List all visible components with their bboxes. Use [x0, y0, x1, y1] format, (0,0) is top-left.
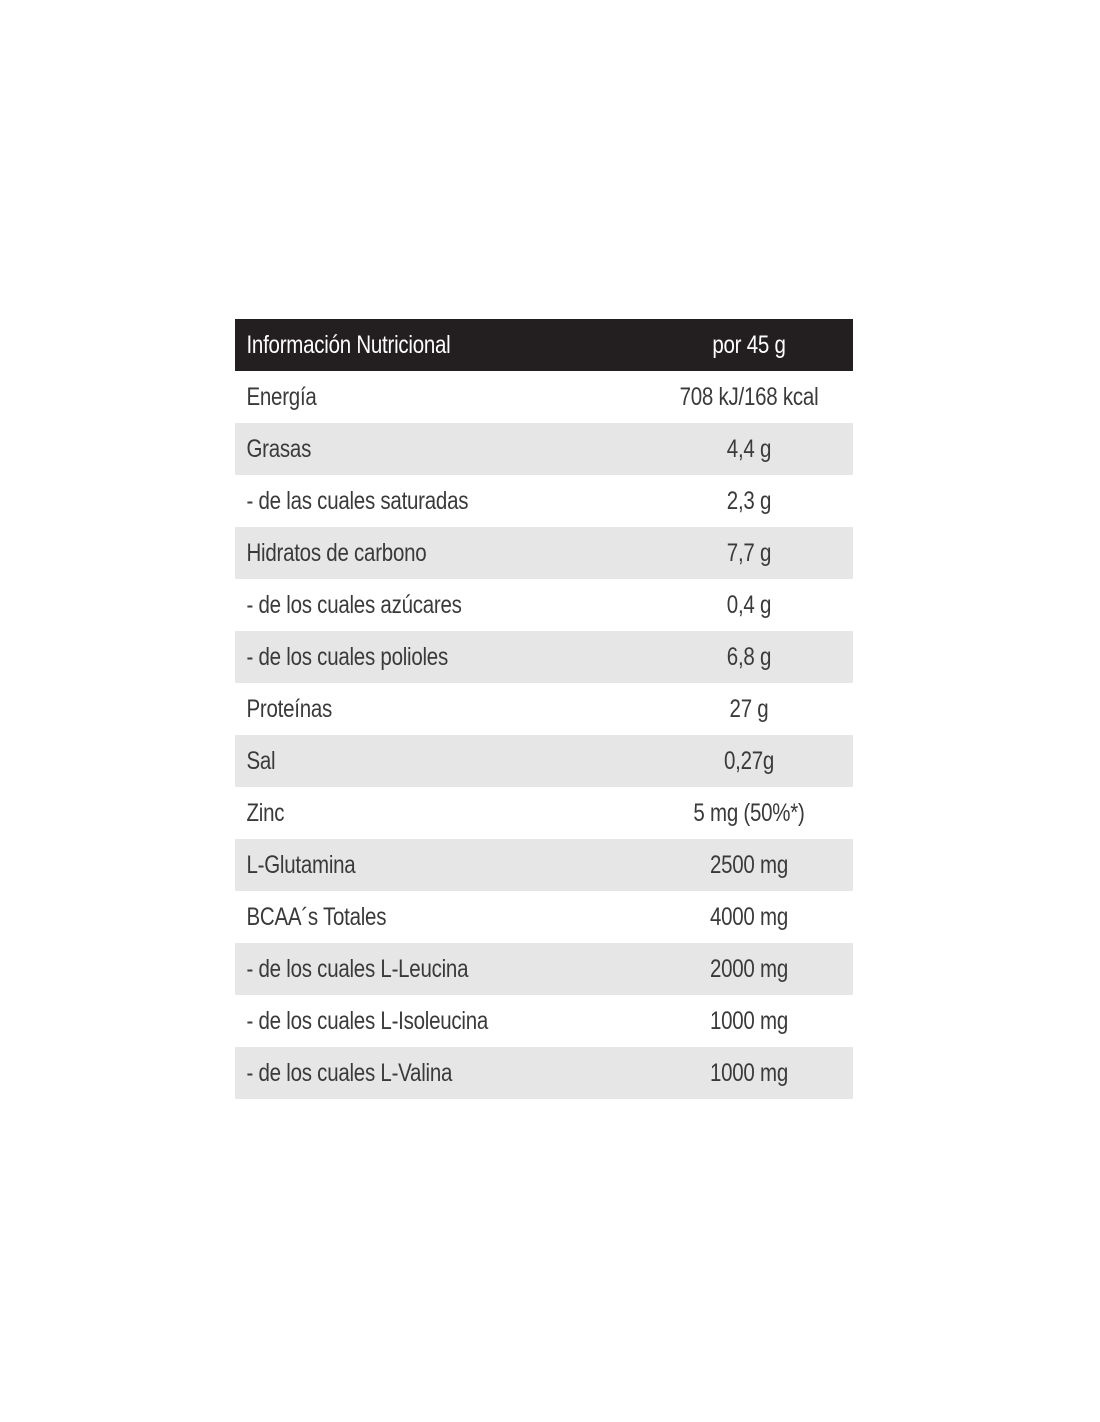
row-label: - de los cuales L-Isoleucina	[246, 1006, 489, 1035]
row-value: 4,4 g	[726, 434, 772, 463]
header-value: por 45 g	[712, 330, 786, 359]
row-label: Zinc	[246, 798, 285, 827]
row-value: 5 mg (50%*)	[693, 798, 805, 827]
nutrition-table	[235, 319, 853, 1099]
table-row	[235, 891, 853, 943]
table-row	[235, 527, 853, 579]
row-value: 2,3 g	[726, 486, 772, 515]
table-row	[235, 943, 853, 995]
table-row	[235, 995, 853, 1047]
row-label: - de las cuales saturadas	[246, 486, 469, 515]
row-value: 0,27g	[723, 746, 775, 775]
row-value: 27 g	[729, 694, 769, 723]
row-label: L-Glutamina	[246, 850, 356, 879]
table-row	[235, 631, 853, 683]
table-header-row	[235, 319, 853, 371]
row-value: 7,7 g	[726, 538, 772, 567]
table-row	[235, 423, 853, 475]
row-value: 1000 mg	[709, 1006, 789, 1035]
row-label: Hidratos de carbono	[246, 538, 427, 567]
row-value: 4000 mg	[709, 902, 789, 931]
table-row	[235, 475, 853, 527]
row-label: Sal	[246, 746, 276, 775]
row-value: 708 kJ/168 kcal	[679, 382, 819, 411]
row-label: - de los cuales L-Leucina	[246, 954, 469, 983]
table-row	[235, 371, 853, 423]
row-label: - de los cuales L-Valina	[246, 1058, 453, 1087]
row-value: 0,4 g	[726, 590, 772, 619]
table-row	[235, 787, 853, 839]
row-label: Energía	[246, 382, 317, 411]
row-label: - de los cuales azúcares	[246, 590, 462, 619]
table-row	[235, 839, 853, 891]
row-value: 6,8 g	[726, 642, 772, 671]
row-value: 2500 mg	[709, 850, 789, 879]
row-label: BCAA´s Totales	[246, 902, 387, 931]
row-label: Proteínas	[246, 694, 333, 723]
table-row	[235, 1047, 853, 1099]
header-label: Información Nutricional	[246, 330, 451, 359]
row-value: 2000 mg	[709, 954, 789, 983]
row-label: Grasas	[246, 434, 312, 463]
table-row	[235, 735, 853, 787]
row-label: - de los cuales polioles	[246, 642, 448, 671]
table-row	[235, 683, 853, 735]
table-row	[235, 579, 853, 631]
row-value: 1000 mg	[709, 1058, 789, 1087]
